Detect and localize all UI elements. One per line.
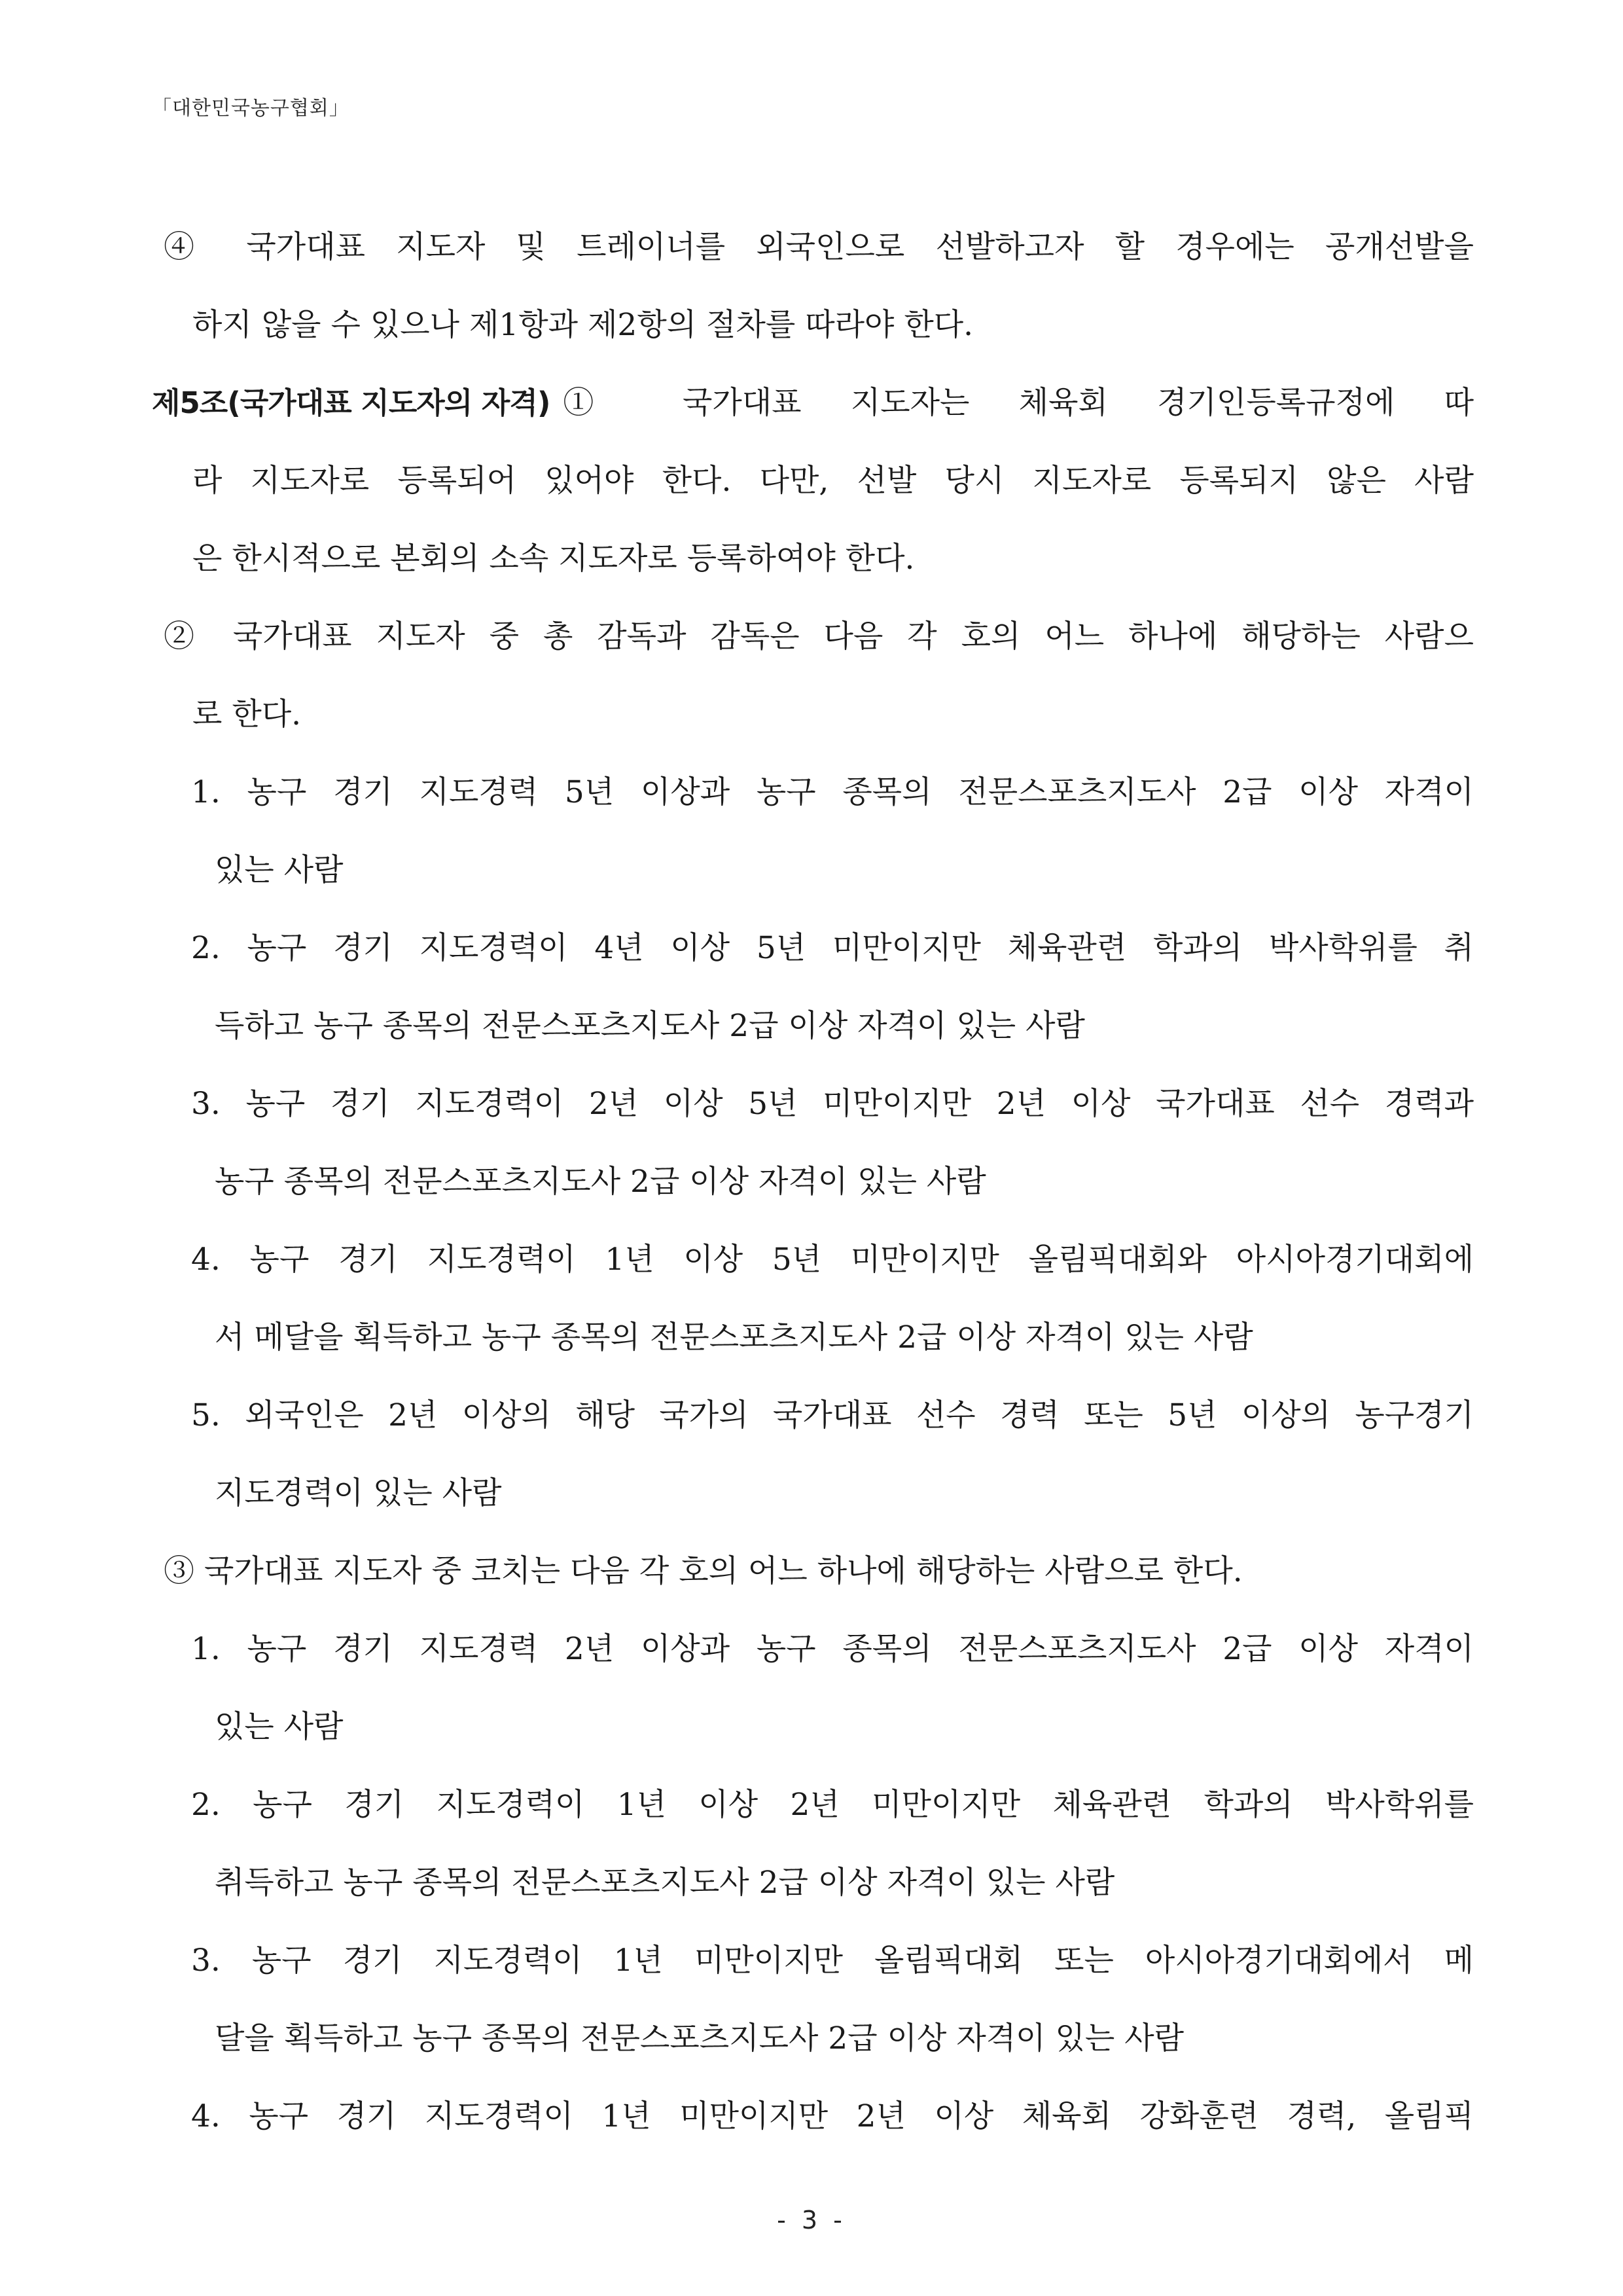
list-item-continuation: 있는 사람	[215, 1709, 344, 1745]
list-item: 2. 농구 경기 지도경력이 1년 이상 2년 미만이지만 체육관련 학과의 박사학위를	[191, 1787, 1474, 1823]
list-item-continuation: 지도경력이 있는 사람	[215, 1475, 502, 1511]
text-line: 하지 않을 수 있으나 제1항과 제2항의 절차를 따라야 한다.	[192, 307, 974, 343]
text-line: ④ 국가대표 지도자 및 트레이너를 외국인으로 선발하고자 할 경우에는 공개선발을	[164, 229, 1474, 265]
list-item-continuation: 달을 획득하고 농구 종목의 전문스포츠지도사 2급 이상 자격이 있는 사람	[215, 2020, 1185, 2056]
list-item: 3. 농구 경기 지도경력이 1년 미만이지만 올림픽대회 또는 아시아경기대회에서 메	[191, 1943, 1474, 1979]
list-item: 5. 외국인은 2년 이상의 해당 국가의 국가대표 선수 경력 또는 5년 이상의 농구경기	[191, 1397, 1474, 1433]
page-header: 「대한민국농구협회」	[152, 97, 349, 120]
list-item-continuation: 농구 종목의 전문스포츠지도사 2급 이상 자격이 있는 사람	[215, 1164, 986, 1200]
list-item-continuation: 취득하고 농구 종목의 전문스포츠지도사 2급 이상 자격이 있는 사람	[215, 1865, 1115, 1901]
list-item: 4. 농구 경기 지도경력이 1년 이상 5년 미만이지만 올림픽대회와 아시아경기대회에	[191, 1242, 1474, 1278]
list-item-continuation: 서 메달을 획득하고 농구 종목의 전문스포츠지도사 2급 이상 자격이 있는 사람	[215, 1319, 1253, 1355]
list-item-continuation: 득하고 농구 종목의 전문스포츠지도사 2급 이상 자격이 있는 사람	[215, 1008, 1085, 1044]
list-item: 4. 농구 경기 지도경력이 1년 미만이지만 2년 이상 체육회 강화훈련 경력, 올림픽	[191, 2098, 1474, 2134]
list-item: 1. 농구 경기 지도경력 5년 이상과 농구 종목의 전문스포츠지도사 2급 이상 자격이	[191, 774, 1474, 810]
text-line: ③ 국가대표 지도자 중 코치는 다음 각 호의 어느 하나에 해당하는 사람으로 한다.	[164, 1553, 1243, 1589]
document-body	[152, 208, 1474, 2155]
text-line: ② 국가대표 지도자 중 총 감독과 감독은 다음 각 호의 어느 하나에 해당하는 사람으	[164, 619, 1474, 655]
list-item: 2. 농구 경기 지도경력이 4년 이상 5년 미만이지만 체육관련 학과의 박사학위를 취	[191, 930, 1474, 966]
list-item-continuation: 있는 사람	[215, 852, 344, 888]
text-line: 로 한다.	[192, 696, 302, 732]
text-line: 은 한시적으로 본회의 소속 지도자로 등록하여야 한다.	[192, 541, 915, 577]
page-number: - 3 -	[777, 2206, 846, 2234]
article-title: 제5조(국가대표 지도자의 자격)	[152, 386, 550, 420]
list-item: 1. 농구 경기 지도경력 2년 이상과 농구 종목의 전문스포츠지도사 2급 이상 자격이	[191, 1631, 1474, 1667]
article-5-heading-line: 제5조(국가대표 지도자의 자격) ① 국가대표 지도자는 체육회 경기인등록규정에 따	[152, 364, 1474, 442]
text-line: 라 지도자로 등록되어 있어야 한다. 다만, 선발 당시 지도자로 등록되지 않은 사람	[192, 463, 1474, 499]
list-item: 3. 농구 경기 지도경력이 2년 이상 5년 미만이지만 2년 이상 국가대표 선수 경력과	[191, 1086, 1474, 1122]
